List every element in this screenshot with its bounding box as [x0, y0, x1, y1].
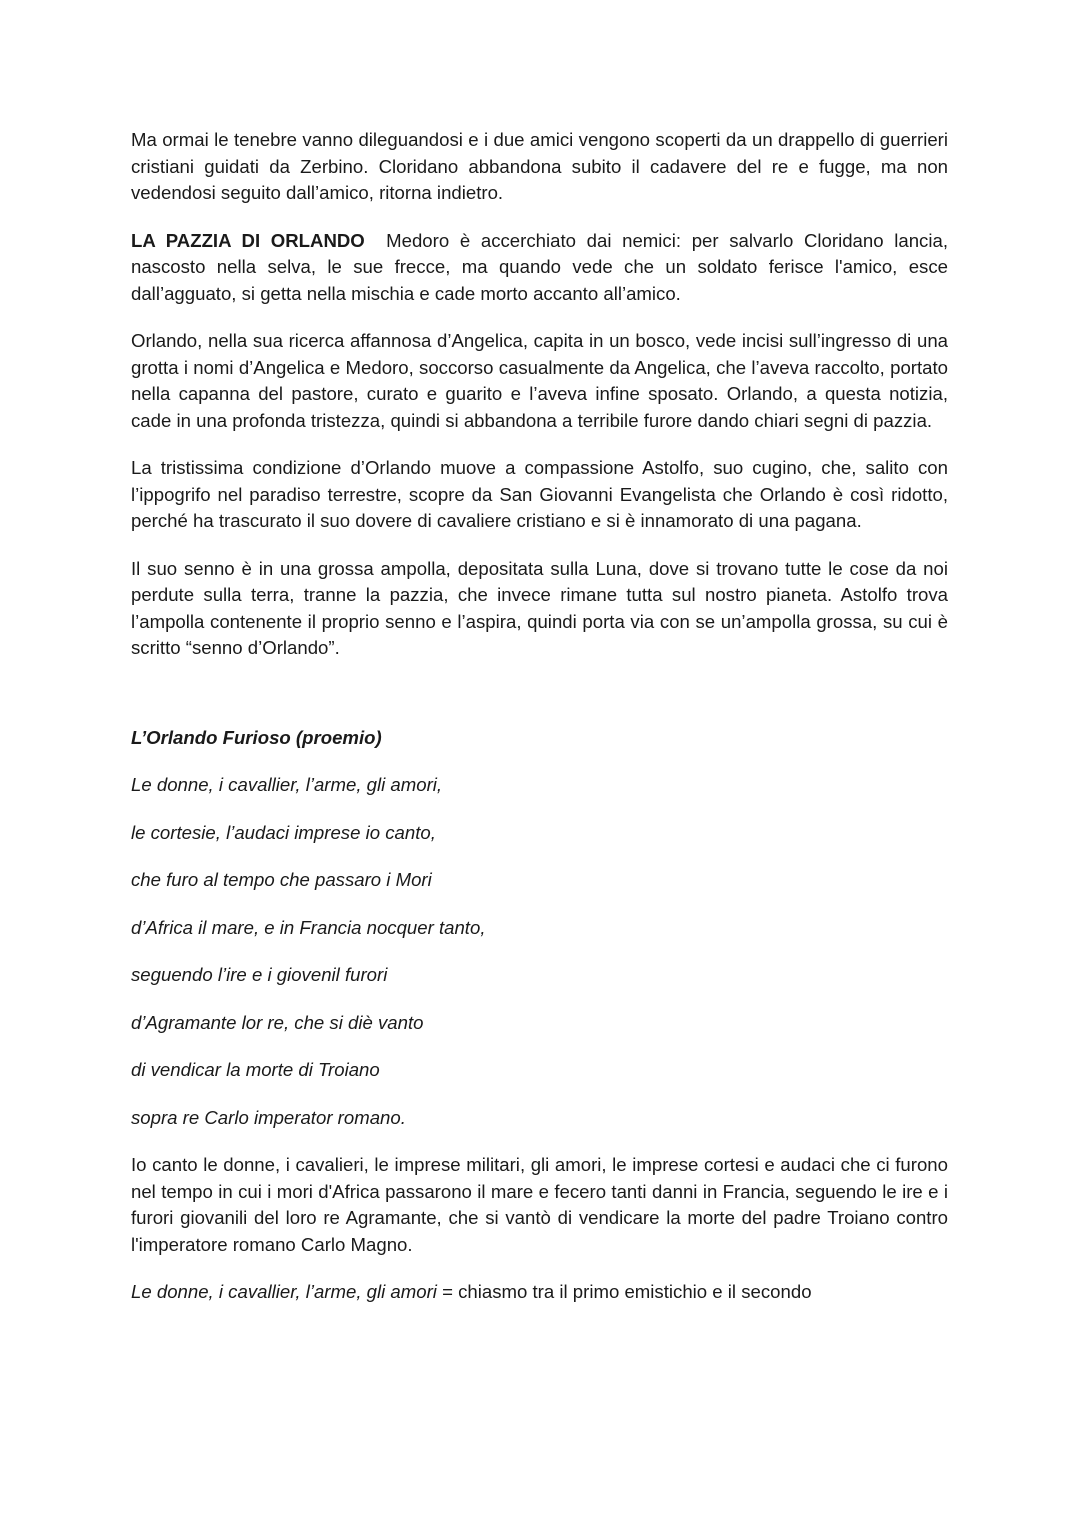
paragraph-pazzia	[131, 228, 948, 308]
poem-verse: che furo al tempo che passaro i Mori	[131, 869, 432, 890]
document-page	[131, 127, 948, 1327]
note-term: Le donne, i cavallier, l’arme, gli amori	[131, 1281, 437, 1302]
paragraph-cloridano-flees: Ma ormai le tenebre vanno dileguandosi e i due amici vengono scoperti da un drappello di guerrieri cristiani guidati da Zerbino. Cloridano abbandona subito il cadavere del re e fugge, ma non vedendosi seguito dall’amico, ritorna indietro.	[131, 129, 948, 203]
paragraph-paraphrase: Io canto le donne, i cavalieri, le imprese militari, gli amori, le imprese cortesi e audaci che ci furono nel tempo in cui i mori d'Africa passarono il mare e fecero tanti danni in Francia, seguendo le ire e i furori giovanili del loro re Agramante, che si vantò di vendicare la morte del padre Troiano contro l'imperatore romano Carlo Magno.	[131, 1154, 948, 1255]
note-explanation: = chiasmo tra il primo emistichio e il secondo	[436, 1281, 812, 1302]
poem-verse: d’Africa il mare, e in Francia nocquer tanto,	[131, 916, 486, 938]
poem-verse: Le donne, i cavallier, l’arme, gli amori,	[131, 774, 443, 795]
paragraph-chiasmo-note	[131, 1279, 948, 1306]
paragraph-pazzia-text: Medoro è accerchiato dai nemici: per salvarlo Cloridano lancia, nascosto nella selva, le sue frecce, ma quando vede che un soldato ferisce l'amico, esce dall’agguato, si getta nella mischia e cade morto accanto all’amico.	[131, 229, 948, 304]
poem-verse: sopra re Carlo imperator romano.	[131, 1106, 406, 1128]
poem-verse: di vendicar la morte di Troiano	[131, 1059, 380, 1080]
section-heading-pazzia: LA PAZZIA DI ORLANDO	[131, 229, 365, 251]
poem-verse: d’Agramante lor re, che si diè vanto	[131, 1011, 424, 1033]
paragraph-orlando-search: Orlando, nella sua ricerca affannosa d’Angelica, capita in un bosco, vede incisi sull’ingresso di una grotta i nomi d’Angelica e Medoro, soccorso casualmente da Angelica, che l’aveva raccolto, portato nella capanna del pastore, curato e guarito e l’aveva infine sposato. Orlando, a questa notizia, cade in una profonda tristezza, quindi si abbandona a terribile furore dando chiari segni di pazzia.	[131, 330, 948, 431]
poem-title: L’Orlando Furioso (proemio)	[131, 726, 382, 748]
paragraph-astolfo: La tristissima condizione d’Orlando muove a compassione Astolfo, suo cugino, che, salito con l’ippogrifo nel paradiso terrestre, scopre da San Giovanni Evangelista che Orlando è così ridotto, perché ha trascurato il suo dovere di cavaliere cristiano e si è innamorato di una pagana.	[131, 457, 948, 531]
section-spacer	[131, 683, 948, 725]
paragraph-senno: Il suo senno è in una grossa ampolla, depositata sulla Luna, dove si trovano tutte le cose da noi perdute sulla terra, tranne la pazzia, che invece rimane tutta sul nostro pianeta. Astolfo trova l’ampolla contenente il proprio senno e l’aspira, quindi porta via con se un’ampolla grossa, su cui è scritto “senno d’Orlando”.	[131, 557, 948, 658]
poem-verse: seguendo l’ire e i giovenil furori	[131, 964, 388, 985]
poem-verse: le cortesie, l’audaci imprese io canto,	[131, 821, 436, 843]
